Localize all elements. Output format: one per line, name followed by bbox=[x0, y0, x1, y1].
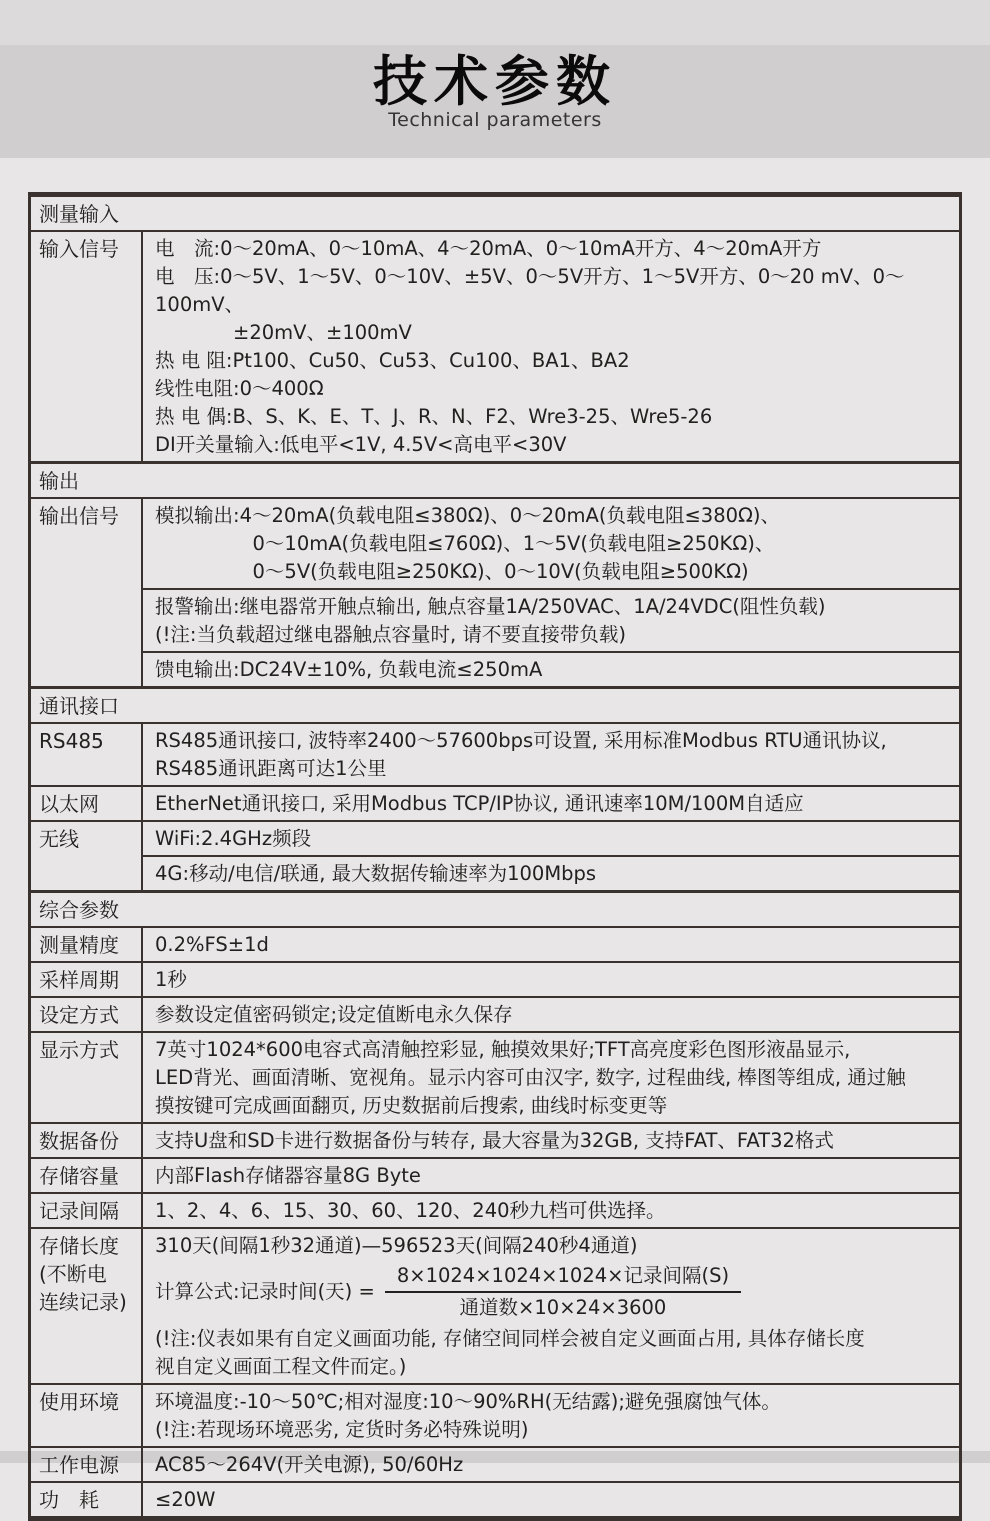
spec-line: EtherNet通讯接口, 采用Modbus TCP/IP协议, 通讯速率10M/100M自适应 bbox=[155, 792, 804, 815]
spec-line: RS485通讯接口, 波特率2400～57600bps可设置, 采用标准Modbus RTU通讯协议, bbox=[155, 729, 887, 752]
spec-line: 参数设定值密码锁定;设定值断电永久保存 bbox=[155, 1003, 513, 1026]
spec-line: ±20mV、±100mV bbox=[155, 321, 412, 344]
wifi-block bbox=[143, 822, 959, 855]
row-rs485 bbox=[31, 722, 959, 785]
row-input-signal bbox=[31, 230, 959, 461]
spec-line: DI开关量输入:低电平<1V, 4.5V<高电平<30V bbox=[155, 433, 567, 456]
row-label: 输出信号 bbox=[31, 499, 143, 686]
row-label: 功 耗 bbox=[31, 1483, 143, 1516]
row-content bbox=[143, 1229, 959, 1383]
spec-line: 0～5V(负载电阻≥250KΩ)、0～10V(负载电阻≥500KΩ) bbox=[155, 560, 749, 583]
spec-line: 摸按键可完成画面翻页, 历史数据前后搜索, 曲线时标变更等 bbox=[155, 1094, 668, 1117]
content-block bbox=[143, 998, 959, 1031]
spec-line: 电 流:0～20mA、0～10mA、4～20mA、0～10mA开方、4～20mA开方 bbox=[155, 237, 822, 260]
row-output-signal bbox=[31, 497, 959, 686]
label-line: 连续记录) bbox=[39, 1290, 127, 1314]
row-label: 输入信号 bbox=[31, 232, 143, 461]
row-label: 测量精度 bbox=[31, 928, 143, 961]
content-block bbox=[143, 963, 959, 996]
content-block bbox=[143, 928, 959, 961]
row-content bbox=[143, 1124, 959, 1157]
row-content bbox=[143, 1448, 959, 1481]
row-content bbox=[143, 232, 959, 461]
row-label: 设定方式 bbox=[31, 998, 143, 1031]
row-label: 以太网 bbox=[31, 787, 143, 820]
page-title: 技术参数 bbox=[373, 50, 617, 113]
spec-line: (!注:仪表如果有自定义画面功能, 存储空间同样会被自定义画面占用, 具体存储长度 bbox=[155, 1327, 865, 1350]
row-content bbox=[143, 499, 959, 686]
row-label bbox=[31, 1229, 143, 1383]
title-block bbox=[0, 52, 990, 131]
section-comm-interface: 通讯接口 bbox=[31, 686, 959, 722]
spec-line: 4G:移动/电信/联通, 最大数据传输速率为100Mbps bbox=[155, 862, 597, 885]
row-sampling-period bbox=[31, 961, 959, 996]
content-block bbox=[143, 787, 959, 820]
content-block bbox=[143, 1385, 959, 1446]
row-data-backup bbox=[31, 1122, 959, 1157]
row-content bbox=[143, 787, 959, 820]
page-subtitle: Technical parameters bbox=[388, 109, 602, 132]
row-content bbox=[143, 1194, 959, 1227]
content-block bbox=[143, 232, 959, 461]
cellular-4g-block bbox=[143, 855, 959, 890]
spec-line: 310天(间隔1秒32通道)—596523天(间隔240秒4通道) bbox=[155, 1234, 638, 1257]
row-environment bbox=[31, 1383, 959, 1446]
alarm-output-block bbox=[143, 588, 959, 651]
content-block bbox=[143, 1229, 959, 1383]
row-label: 数据备份 bbox=[31, 1124, 143, 1157]
row-content bbox=[143, 724, 959, 785]
formula-prefix: 计算公式:记录时间(天) = bbox=[155, 1280, 375, 1303]
spec-line: 0～10mA(负载电阻≤760Ω)、1～5V(负载电阻≥250KΩ)、 bbox=[155, 532, 775, 555]
row-content bbox=[143, 963, 959, 996]
row-content bbox=[143, 1483, 959, 1516]
row-ethernet bbox=[31, 785, 959, 820]
spec-line: 馈电输出:DC24V±10%, 负载电流≤250mA bbox=[155, 658, 543, 681]
row-label: 记录间隔 bbox=[31, 1194, 143, 1227]
spec-line: LED背光、画面清晰、宽视角。显示内容可由汉字, 数字, 过程曲线, 棒图等组成, 通过触 bbox=[155, 1066, 906, 1089]
content-block bbox=[143, 1159, 959, 1192]
row-label: 使用环境 bbox=[31, 1385, 143, 1446]
feed-output-block bbox=[143, 651, 959, 686]
row-display-method bbox=[31, 1031, 959, 1122]
row-content bbox=[143, 1159, 959, 1192]
spec-line: 报警输出:继电器常开触点输出, 触点容量1A/250VAC、1A/24VDC(阻性负载) bbox=[155, 595, 826, 618]
content-block bbox=[143, 724, 959, 785]
row-content bbox=[143, 1385, 959, 1446]
spec-line: 电 压:0～5V、1～5V、0～10V、±5V、0～5V开方、1～5V开方、0～20 mV、0～100mV、 bbox=[155, 265, 905, 316]
spec-line: 支持U盘和SD卡进行数据备份与转存, 最大容量为32GB, 支持FAT、FAT32格式 bbox=[155, 1129, 834, 1152]
spec-line: 模拟输出:4～20mA(负载电阻≤380Ω)、0～20mA(负载电阻≤380Ω)、 bbox=[155, 504, 781, 527]
spec-line: AC85～264V(开关电源), 50/60Hz bbox=[155, 1453, 464, 1476]
section-general-params: 综合参数 bbox=[31, 890, 959, 926]
fraction-denominator: 通道数×10×24×3600 bbox=[459, 1296, 667, 1319]
spec-line: 线性电阻:0～400Ω bbox=[155, 377, 324, 400]
spec-line: 1秒 bbox=[155, 968, 187, 991]
content-block bbox=[143, 1483, 959, 1516]
content-block bbox=[143, 1124, 959, 1157]
spec-line: 视自定义画面工程文件而定。) bbox=[155, 1355, 407, 1378]
spec-line: (!注:当负载超过继电器触点容量时, 请不要直接带负载) bbox=[155, 623, 626, 646]
spec-line: 0.2%FS±1d bbox=[155, 933, 269, 956]
row-wireless bbox=[31, 820, 959, 890]
row-power-consumption bbox=[31, 1481, 959, 1516]
content-block bbox=[143, 1033, 959, 1122]
storage-formula bbox=[155, 1263, 953, 1321]
row-label: 工作电源 bbox=[31, 1448, 143, 1481]
spec-line: 热 电 偶:B、S、K、E、T、J、R、N、F2、Wre3-25、Wre5-26 bbox=[155, 405, 713, 428]
row-content bbox=[143, 822, 959, 890]
row-label: 显示方式 bbox=[31, 1033, 143, 1122]
row-label: 存储容量 bbox=[31, 1159, 143, 1192]
spec-line: 7英寸1024*600电容式高清触控彩显, 触摸效果好;TFT高亮度彩色图形液晶显示, bbox=[155, 1038, 851, 1061]
row-content bbox=[143, 998, 959, 1031]
section-output: 输出 bbox=[31, 461, 959, 497]
row-accuracy bbox=[31, 926, 959, 961]
row-setting-method bbox=[31, 996, 959, 1031]
spec-line: 1、2、4、6、15、30、60、120、240秒九档可供选择。 bbox=[155, 1199, 666, 1222]
row-content bbox=[143, 1033, 959, 1122]
spec-line: 环境温度:-10～50℃;相对湿度:10～90%RH(无结露);避免强腐蚀气体。 bbox=[155, 1390, 781, 1413]
formula-fraction bbox=[385, 1263, 741, 1321]
spec-line: 热 电 阻:Pt100、Cu50、Cu53、Cu100、BA1、BA2 bbox=[155, 349, 630, 372]
row-label: 采样周期 bbox=[31, 963, 143, 996]
row-storage-length bbox=[31, 1227, 959, 1383]
spec-line: WiFi:2.4GHz频段 bbox=[155, 827, 312, 850]
section-measure-input: 测量输入 bbox=[39, 202, 119, 226]
spec-table bbox=[28, 192, 962, 1521]
content-block bbox=[143, 1194, 959, 1227]
analog-output-block bbox=[143, 499, 959, 588]
row-label: RS485 bbox=[31, 724, 143, 785]
row-label: 无线 bbox=[31, 822, 143, 890]
content-block bbox=[143, 1448, 959, 1481]
label-line: (不断电 bbox=[39, 1262, 107, 1286]
label-line: 存储长度 bbox=[39, 1234, 119, 1258]
top-strip bbox=[0, 0, 990, 45]
spec-line: 内部Flash存储器容量8G Byte bbox=[155, 1164, 421, 1187]
spec-line: ≤20W bbox=[155, 1488, 216, 1511]
spec-line: (!注:若现场环境恶劣, 定货时务必特殊说明) bbox=[155, 1418, 529, 1441]
row-content bbox=[143, 928, 959, 961]
row-power-supply bbox=[31, 1446, 959, 1481]
spec-line: RS485通讯距离可达1公里 bbox=[155, 757, 387, 780]
row-storage-capacity bbox=[31, 1157, 959, 1192]
fraction-numerator: 8×1024×1024×1024×记录间隔(S) bbox=[385, 1263, 741, 1293]
row-record-interval bbox=[31, 1192, 959, 1227]
